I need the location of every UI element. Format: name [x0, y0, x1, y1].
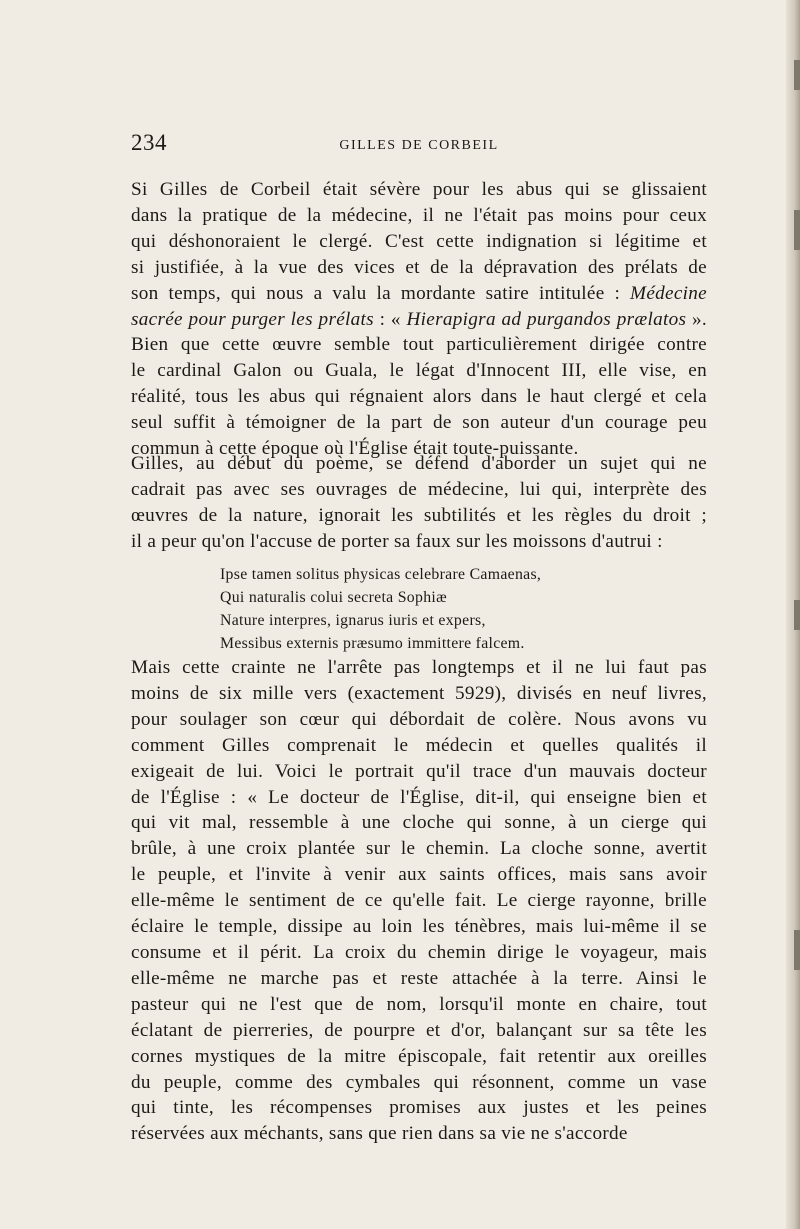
text-line: réservées aux méchants, sans que rien dans sa vie ne s'accorde: [131, 1123, 628, 1145]
text-line: elle-même ne marche pas et reste attachée à la terre. Ainsi le: [131, 967, 707, 989]
paragraph-3: [131, 655, 707, 1147]
paragraph-2: [131, 451, 707, 555]
text-line: qui vit mal, ressemble à une cloche qui sonne, à un cierge qui: [131, 812, 707, 834]
paragraph-1: [131, 177, 707, 462]
text-line: seul suffit à témoigner de la part de son auteur d'un courage peu: [131, 412, 707, 434]
latin-verse-quote: [220, 563, 541, 655]
text-line: dans la pratique de la médecine, il ne l'était pas moins pour ceux: [131, 204, 707, 226]
text-line: qui tinte, les récompenses promises aux justes et les peines: [131, 1097, 707, 1119]
page-number: 234: [131, 130, 167, 155]
text-line: cadrait pas avec ses ouvrages de médecine, lui qui, interprète des: [131, 478, 707, 500]
text-line: exigeait de lui. Voici le portrait qu'il trace d'un mauvais docteur: [131, 760, 707, 782]
text-line: qui déshonoraient le clergé. C'est cette indignation si légitime et: [131, 230, 707, 252]
page-header: [131, 130, 707, 160]
text-line: cornes mystiques de la mitre épiscopale, fait retentir aux oreilles: [131, 1045, 707, 1067]
text-line: du peuple, comme des cymbales qui résonnent, comme un vase: [131, 1071, 707, 1093]
text-line: Si Gilles de Corbeil était sévère pour les abus qui se glissaient: [131, 179, 707, 200]
text-line: le peuple, et l'invite à venir aux saints offices, mais sans avoir: [131, 864, 707, 886]
verse-line: Ipse tamen solitus physicas celebrare Camaenas,: [220, 566, 542, 583]
text-line: éclatant de pierreries, de pourpre et d'or, balançant sur sa tête les: [131, 1019, 707, 1041]
text-line: comment Gilles comprenait le médecin et quelles qualités il: [131, 734, 707, 756]
text-line: Mais cette crainte ne l'arrête pas longtemps et il ne lui faut pas: [131, 657, 707, 678]
verse-line: Nature interpres, ignarus iuris et expers,: [220, 612, 486, 629]
text-line: commun à cette époque où l'Église était toute-puissante.: [131, 438, 579, 460]
text-line: pasteur qui ne l'est que de nom, lorsqu'il monte en chaire, tout: [131, 993, 707, 1015]
text-line: Bien que cette œuvre semble tout particulièrement dirigée contre: [131, 334, 707, 356]
text-line: si justifiée, à la vue des vices et de la dépravation des prélats de: [131, 256, 707, 278]
text-line: œuvres de la nature, ignorait les subtilités et les règles du droit ;: [131, 504, 707, 526]
text-line: réalité, tous les abus qui régnaient alors dans le haut clergé et cela: [131, 386, 707, 408]
text-line: brûle, à une croix plantée sur le chemin. La cloche sonne, avertit: [131, 838, 707, 860]
running-head: GILLES DE CORBEIL: [339, 138, 499, 153]
text-line: il a peur qu'on l'accuse de porter sa faux sur les moissons d'autrui :: [131, 530, 663, 552]
text-line: sacrée pour purger les prélats : « Hierapigra ad purgandos prælatos ».: [131, 308, 707, 330]
text-line: éclaire le temple, dissipe au loin les ténèbres, mais lui-même il se: [131, 916, 707, 938]
verse-line: Qui naturalis colui secreta Sophiæ: [220, 589, 447, 606]
text-line: moins de six mille vers (exactement 5929), divisés en neuf livres,: [131, 682, 707, 704]
text-line: de l'Église : « Le docteur de l'Église, dit-il, qui enseigne bien et: [131, 786, 707, 808]
text-line: pour soulager son cœur qui débordait de colère. Nous avons vu: [131, 708, 707, 730]
text-line: elle-même le sentiment de ce qu'elle fait. Le cierge rayonne, brille: [131, 890, 707, 912]
text-line: le cardinal Galon ou Guala, le légat d'Innocent III, elle vise, en: [131, 360, 707, 382]
verse-line: Messibus externis præsumo immittere falcem.: [220, 635, 525, 652]
text-line: son temps, qui nous a valu la mordante satire intitulée : Médecine: [131, 282, 707, 304]
text-line: Gilles, au début du poème, se défend d'aborder un sujet qui ne: [131, 453, 707, 474]
text-line: consume et il périt. La croix du chemin dirige le voyageur, mais: [131, 941, 707, 963]
page-edge: [786, 0, 800, 1229]
